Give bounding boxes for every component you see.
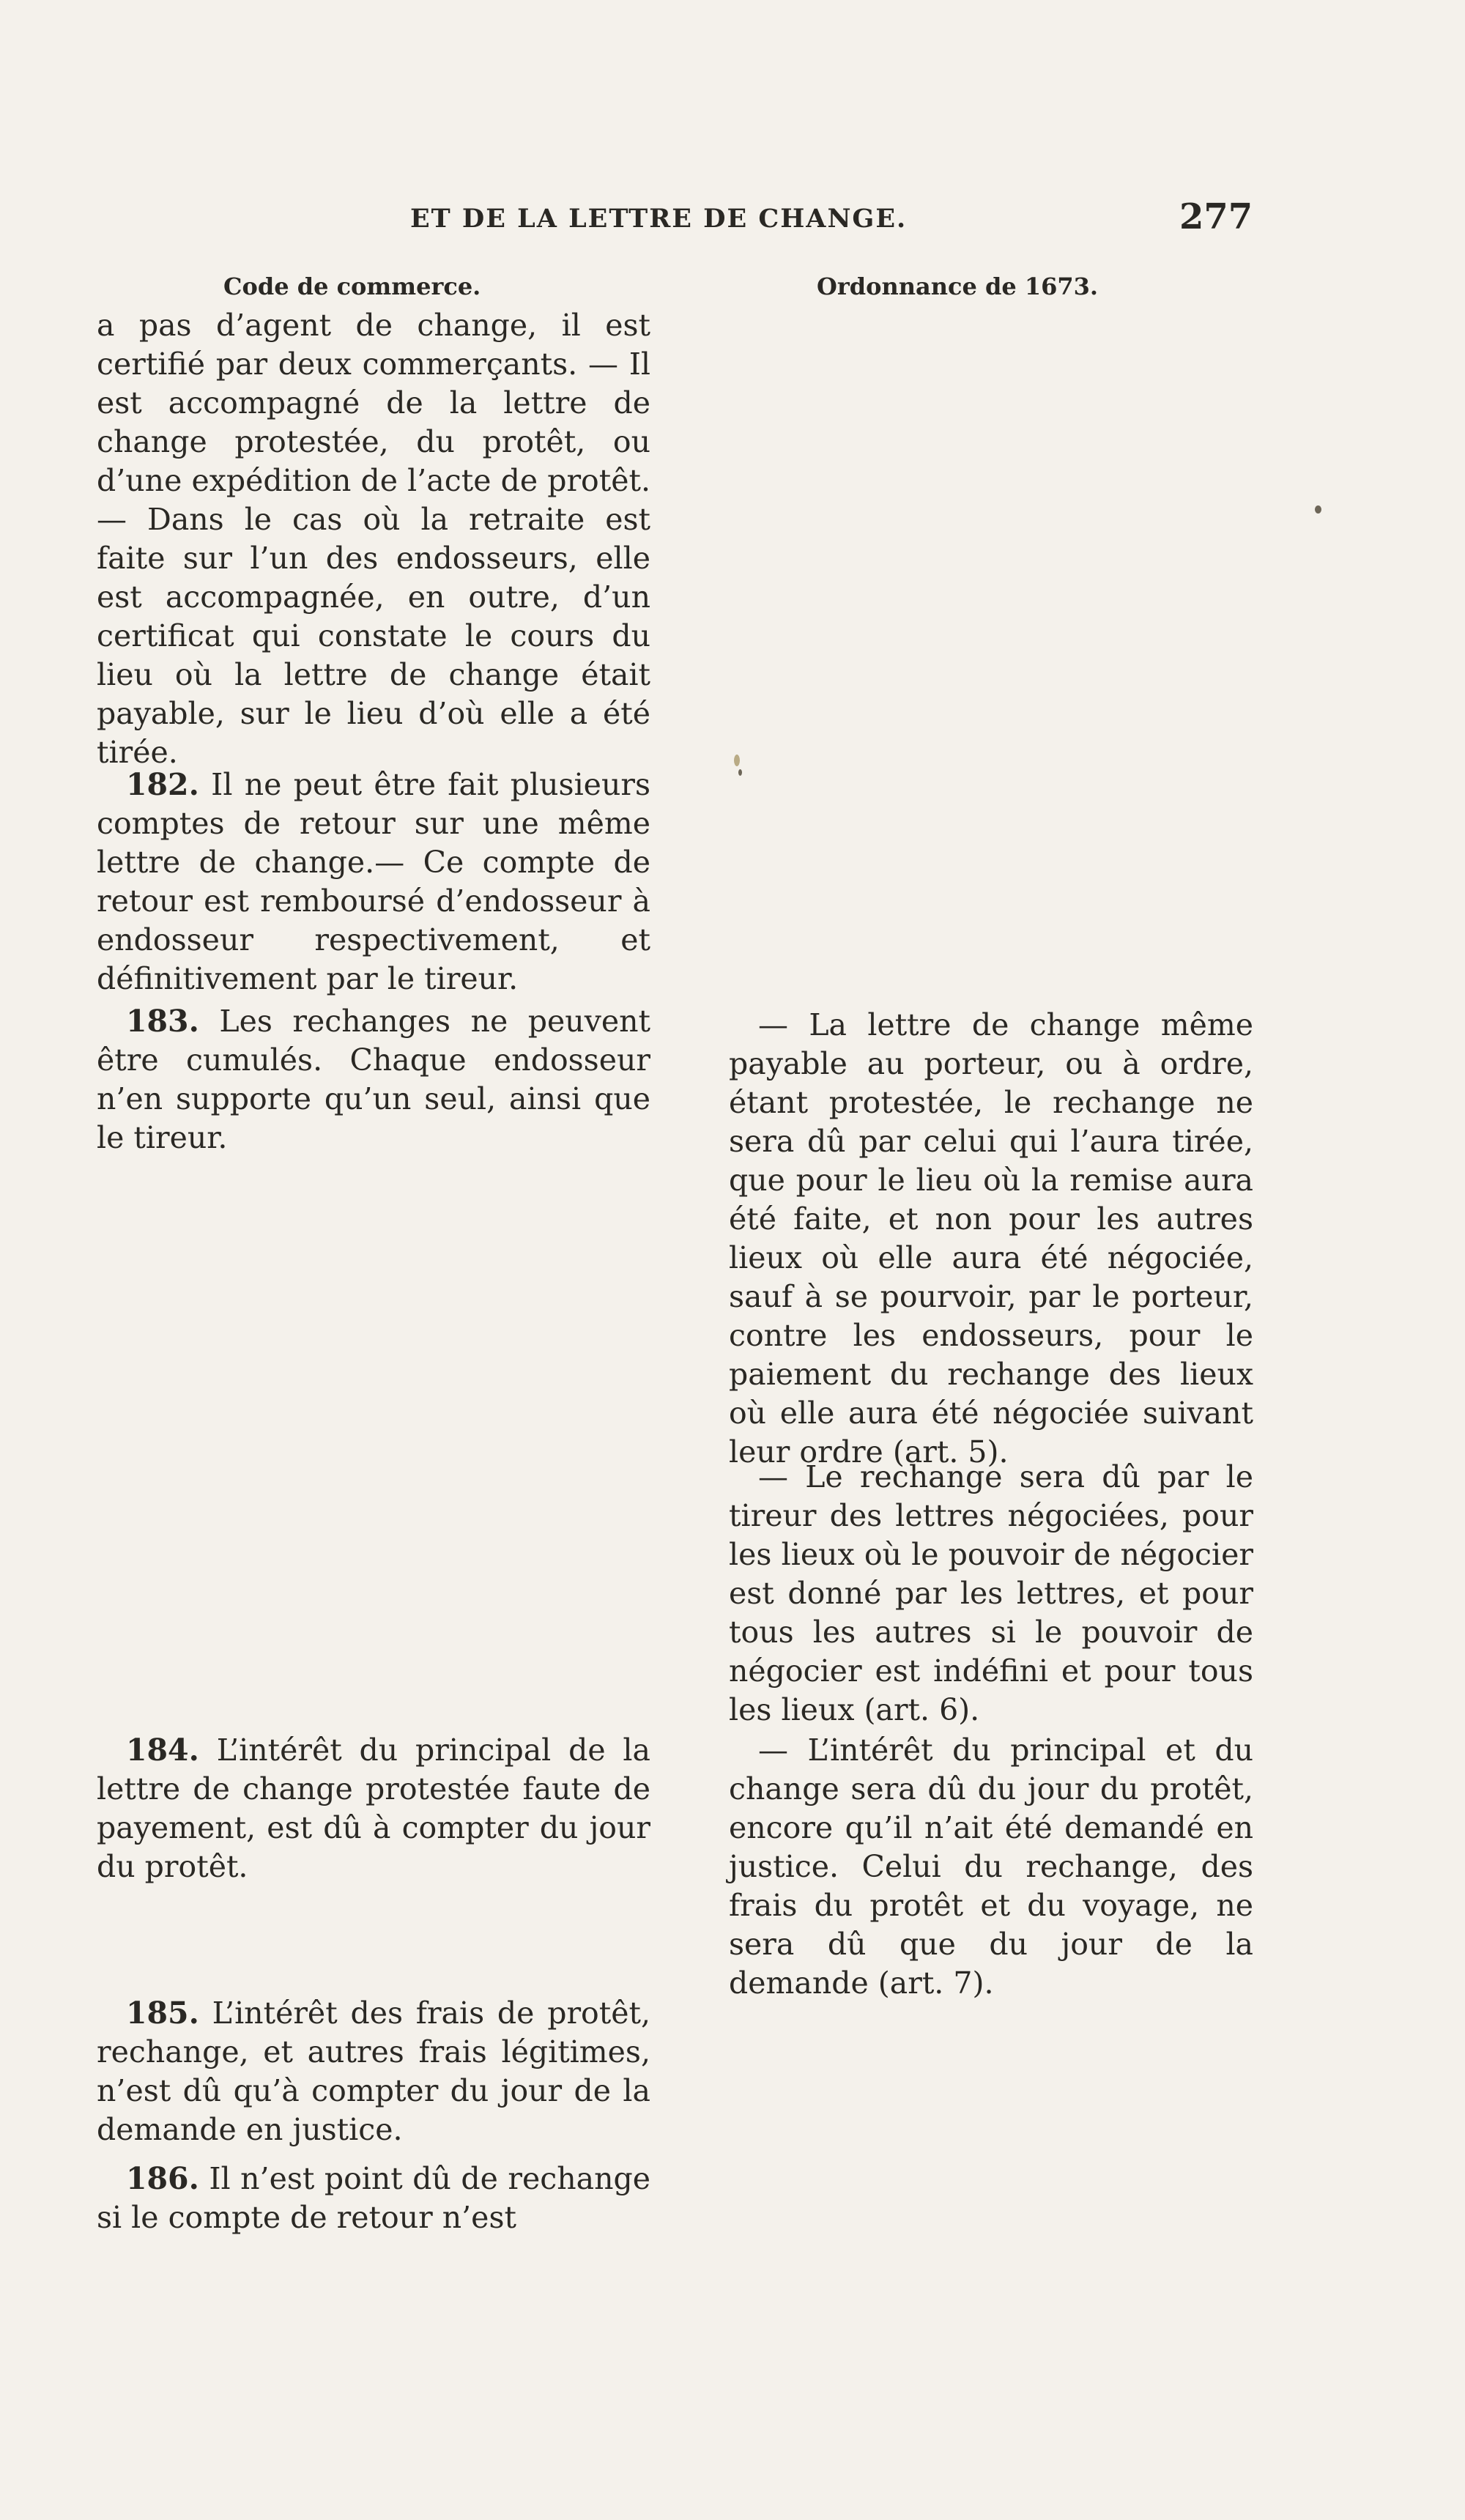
article-number: 182.: [126, 767, 199, 802]
ordonnance-article-5: [729, 1006, 1253, 1472]
left-column-heading: Code de commerce.: [223, 273, 481, 300]
article-number: 183.: [126, 1004, 199, 1039]
article-text: L’intérêt des frais de protêt, rechange, et autres frais légitimes, n’est dû qu’à compter du jour de la demande en justice.: [97, 1995, 650, 2147]
article-185: [97, 1994, 650, 2149]
article-text: Il n’est point dû de rechange si le compte de retour n’est: [97, 2161, 650, 2235]
article-184: [97, 1731, 650, 1886]
paragraph-text: — La lettre de change même payable au porteur, ou à ordre, étant protestée, le rechange ne sera dû par celui qui l’aura tirée, que pour le lieu où la remise aura été faite, et non pour les autres lieux où elle aura été négociée, sauf à se pourvoir, par le porteur, contre les endosseurs, pour le paiement du rechange des lieux où elle aura été négociée suivant leur ordre (art. 5).: [729, 1007, 1253, 1470]
article-text: Il ne peut être fait plusieurs comptes de retour sur une même lettre de change.— Ce compte de retour est remboursé d’endosseur à endosseur respectivement, et définitivement par le tireur.: [97, 767, 650, 996]
paper-speck: [734, 755, 740, 766]
left-paragraph-continued: [97, 306, 650, 772]
paper-speck: [738, 769, 742, 776]
article-186: [97, 2160, 650, 2237]
paragraph-text: — L’intérêt du principal et du change sera dû du jour du protêt, encore qu’il n’ait été demandé en justice. Celui du rechange, des frais du protêt et du voyage, ne sera dû que du jour de la demande (art. 7).: [729, 1732, 1253, 2001]
paragraph-text: — Le rechange sera dû par le tireur des lettres négociées, pour les lieux où le pouvoir de négocier est donné par les lettres, et pour tous les autres si le pouvoir de négocier est indéfini et pour tous les lieux (art. 6).: [729, 1459, 1253, 1727]
article-number: 185.: [126, 1995, 199, 2031]
page-number: 277: [1179, 196, 1253, 237]
right-column-heading: Ordonnance de 1673.: [817, 273, 1099, 300]
article-183: [97, 1002, 650, 1157]
article-number: 186.: [126, 2161, 199, 2196]
article-text: L’intérêt du principal de la lettre de change protestée faute de payement, est dû à compter du jour du protêt.: [97, 1732, 650, 1884]
article-182: [97, 766, 650, 998]
ordonnance-article-7: [729, 1731, 1253, 2003]
running-head: ET DE LA LETTRE DE CHANGE.: [410, 204, 908, 234]
article-text: Les rechanges ne peuvent être cumulés. Chaque endosseur n’en supporte qu’un seul, ainsi que le tireur.: [97, 1004, 650, 1155]
paper-speck: [1315, 505, 1321, 514]
article-number: 184.: [126, 1732, 199, 1768]
ordonnance-article-6: [729, 1458, 1253, 1730]
paragraph-text: a pas d’agent de change, il est certifié par deux commerçants. — Il est accompagné de la lettre de change protestée, du protêt, ou d’une expédition de l’acte de protêt. — Dans le cas où la retraite est faite sur l’un des endosseurs, elle est accompagnée, en outre, d’un certificat qui constate le cours du lieu où la lettre de change était payable, sur le lieu d’où elle a été tirée.: [97, 308, 650, 770]
